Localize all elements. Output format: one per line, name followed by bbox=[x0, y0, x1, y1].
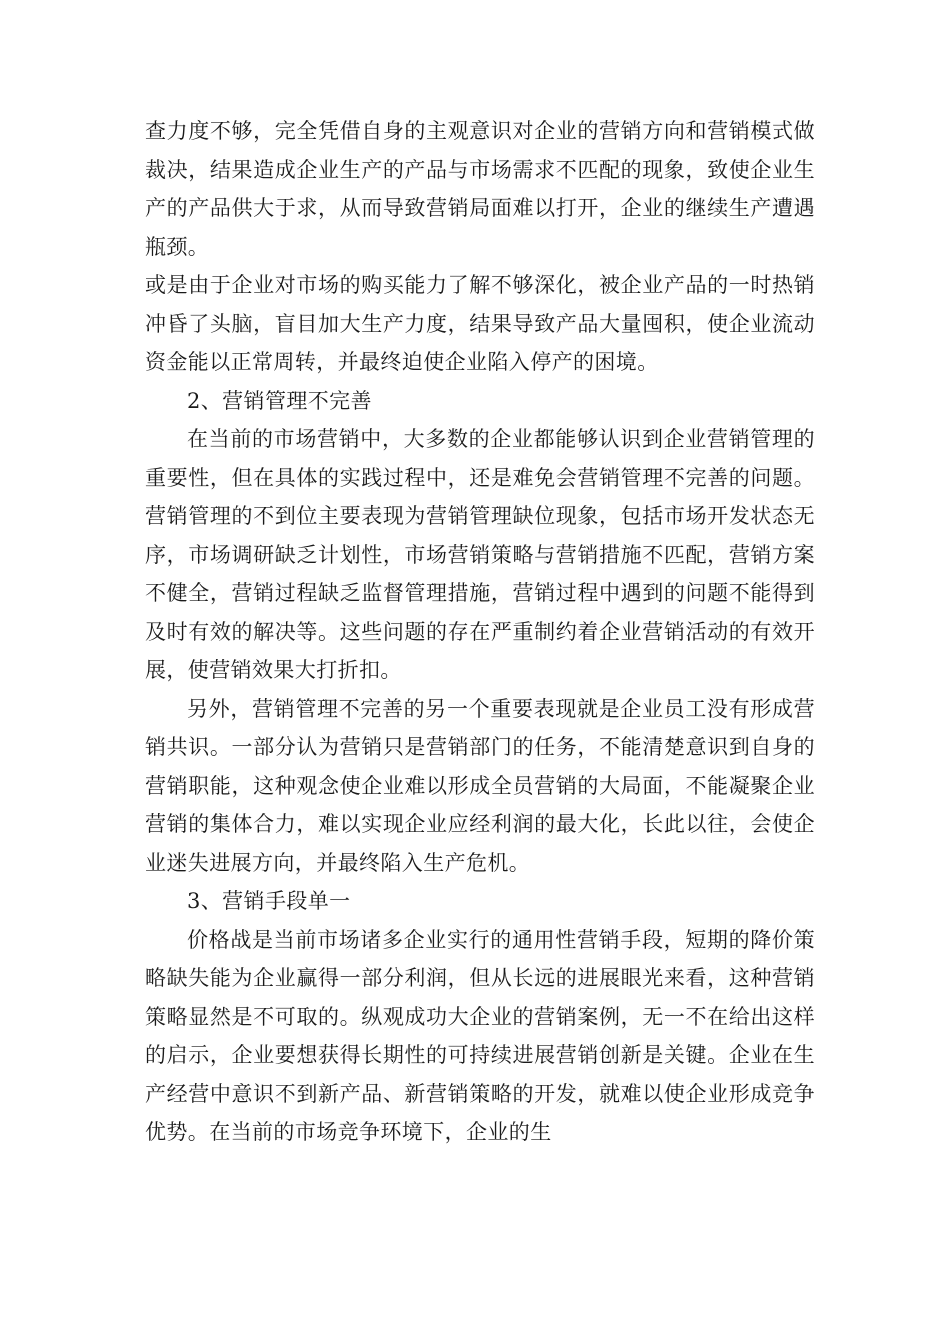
paragraph-employee-consensus: 另外，营销管理不完善的另一个重要表现就是企业员工没有形成营销共识。一部分认为营销只是营销部门的任务，不能清楚意识到自身的营销职能，这种观念使企业难以形成全员营销的大局面，不能凝聚企业营销的集体合力，难以实现企业应经利润的最大化，长此以往，会使企业迷失进展方向，并最终陷入生产危机。 bbox=[145, 696, 815, 875]
section-heading-single-means: 3、营销手段单一 bbox=[187, 889, 351, 913]
paragraph-management-importance: 在当前的市场营销中，大多数的企业都能够认识到企业营销管理的重要性，但在具体的实践过程中，还是难免会营销管理不完善的问题。营销管理的不到位主要表现为营销管理缺位现象，包括市场开发状态无序，市场调研缺乏计划性，市场营销策略与营销措施不匹配，营销方案不健全，营销过程缺乏监督管理措施，营销过程中遇到的问题不能得到及时有效的解决等。这些问题的存在严重制约着企业营销活动的有效开展，使营销效果大打折扣。 bbox=[145, 427, 815, 682]
section-heading-marketing-management: 2、营销管理不完善 bbox=[187, 388, 372, 413]
paragraph-purchasing-power: 或是由于企业对市场的购买能力了解不够深化，被企业产品的一时热销冲昏了头脑，盲目加大生产力度，结果导致产品大量囤积，使企业流动资金能以正常周转，并最终迫使企业陷入停产的困境。 bbox=[145, 273, 815, 374]
paragraph-price-war: 价格战是当前市场诸多企业实行的通用性营销手段，短期的降价策略缺失能为企业赢得一部分利润，但从长远的进展眼光来看，这种营销策略显然是不可取的。纵观成功大企业的营销案例，无一不在给出这样的启示，企业要想获得长期性的可持续进展营销创新是关键。企业在生产经营中意识不到新产品、新营销策略的开发，就难以使企业形成竞争优势。在当前的市场竞争环境下，企业的生 bbox=[145, 927, 815, 1144]
paragraph-market-research: 查力度不够，完全凭借自身的主观意识对企业的营销方向和营销模式做裁决，结果造成企业生产的产品与市场需求不匹配的现象，致使企业生产的产品供大于求，从而导致营销局面难以打开，企业的继续生产遭遇瓶颈。 bbox=[145, 119, 815, 259]
document-page bbox=[145, 112, 815, 1152]
